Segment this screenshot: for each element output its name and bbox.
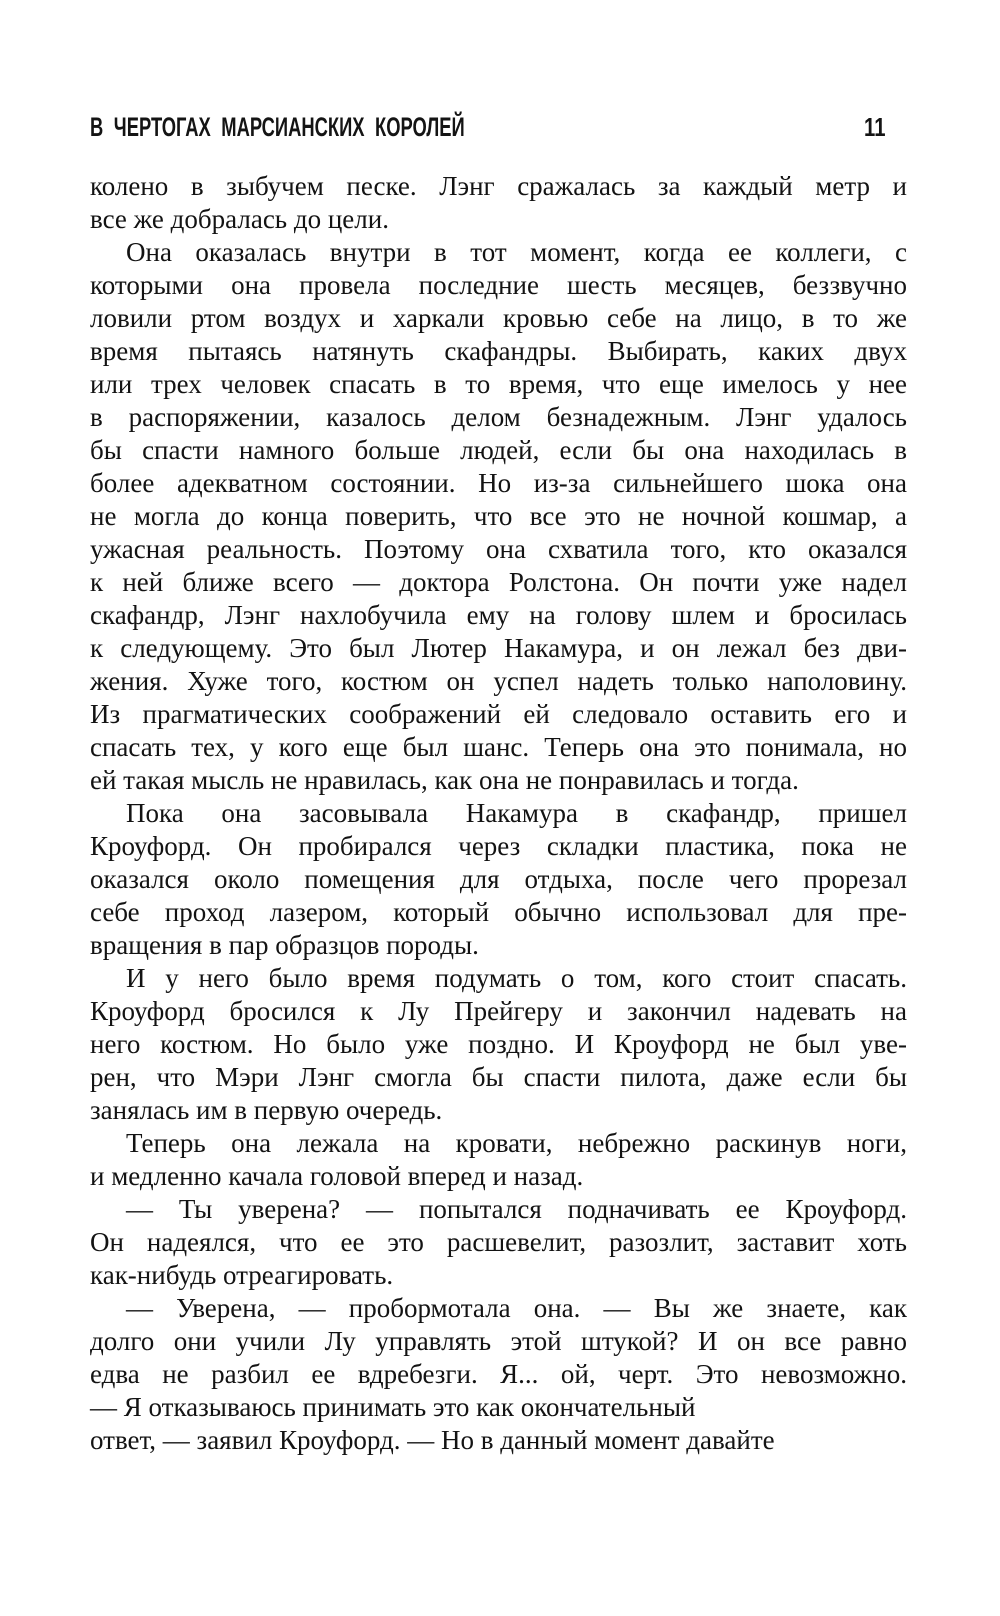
text-line: скафандр, Лэнг нахлобучила ему на голову шлем и бросилась — [90, 600, 907, 630]
paragraph — [90, 170, 907, 236]
text-line: Пока она засовывала Накамура в скафандр, пришел — [126, 798, 907, 828]
page-number: 11 — [863, 112, 885, 142]
paragraph — [90, 1424, 907, 1457]
text-line: ловили ртом воздух и харкали кровью себе на лицо, в то же — [90, 303, 907, 333]
text-line: занялась им в первую очередь. — [90, 1095, 443, 1125]
text-line: Из прагматических соображений ей следовало оставить его и — [90, 699, 907, 729]
text-line: И у него было время подумать о том, кого стоит спасать. — [126, 963, 907, 993]
text-line: которыми она провела последние шесть месяцев, беззвучно — [90, 270, 907, 300]
text-line: как-нибудь отреагировать. — [90, 1260, 394, 1290]
text-line: к ней ближе всего — доктора Ролстона. Он почти уже надел — [90, 567, 907, 597]
paragraph — [90, 1127, 907, 1193]
text-line: Теперь она лежала на кровати, небрежно раскинув ноги, — [126, 1128, 907, 1158]
text-line: него костюм. Но было уже поздно. И Кроуфорд не был уве- — [90, 1029, 907, 1059]
text-line: Кроуфорд бросился к Лу Прейгеру и закончил надевать на — [90, 996, 907, 1026]
text-line: — Уверена, — пробормотала она. — Вы же знаете, как — [126, 1293, 907, 1323]
text-line: более адекватном состоянии. Но из-за сильнейшего шока она — [90, 468, 907, 498]
text-line: колено в зыбучем песке. Лэнг сражалась за каждый метр и — [90, 171, 907, 201]
text-line: — Я отказываюсь принимать это как окончательный — [90, 1392, 696, 1422]
text-line: вращения в пар образцов породы. — [90, 930, 479, 960]
paragraph — [90, 236, 907, 797]
text-line: или трех человек спасать в то время, что еще имелось у нее — [90, 369, 907, 399]
text-line: к следующему. Это был Лютер Накамура, и он лежал без дви- — [90, 633, 907, 663]
text-line: время пытаясь натянуть скафандры. Выбирать, каких двух — [90, 336, 907, 366]
paragraph — [90, 797, 907, 962]
text-line: себе проход лазером, который обычно использовал для пре- — [90, 897, 907, 927]
text-line: — Ты уверена? — попытался подначивать ее Кроуфорд. — [126, 1194, 907, 1224]
text-line: ей такая мысль не нравилась, как она не понравилась и тогда. — [90, 765, 799, 795]
paragraph — [90, 962, 907, 1127]
text-line: едва не разбил ее вдребезги. Я... ой, черт. Это невозможно. — [90, 1359, 907, 1389]
text-line: бы спасти намного больше людей, если бы она находилась в — [90, 435, 907, 465]
text-line: ужасная реальность. Поэтому она схватила того, кто оказался — [90, 534, 907, 564]
text-line: все же добралась до цели. — [90, 204, 389, 234]
text-line: жения. Хуже того, костюм он успел надеть только наполовину. — [90, 666, 907, 696]
text-line: ответ, — заявил Кроуфорд. — Но в данный момент давайте — [90, 1425, 775, 1455]
text-line: спасать тех, у кого еще был шанс. Теперь она это понимала, но — [90, 732, 907, 762]
text-line: оказался около помещения для отдыха, после чего прорезал — [90, 864, 907, 894]
text-line: Кроуфорд. Он пробирался через складки пластика, пока не — [90, 831, 907, 861]
text-line: не могла до конца поверить, что все это не ночной кошмар, а — [90, 501, 907, 531]
text-line: и медленно качала головой вперед и назад. — [90, 1161, 584, 1191]
text-line: Она оказалась внутри в тот момент, когда ее коллеги, с — [126, 237, 907, 267]
page-body — [90, 170, 907, 1457]
paragraph — [90, 1193, 907, 1292]
text-line: долго они учили Лу управлять этой штукой? И он все равно — [90, 1326, 907, 1356]
paragraph — [90, 1292, 907, 1424]
page-header — [90, 112, 907, 142]
text-line: в распоряжении, казалось делом безнадежным. Лэнг удалось — [90, 402, 907, 432]
text-line: рен, что Мэри Лэнг смогла бы спасти пилота, даже если бы — [90, 1062, 907, 1092]
text-line: Он надеялся, что ее это расшевелит, разозлит, заставит хоть — [90, 1227, 907, 1257]
running-title: В ЧЕРТОГАХ МАРСИАНСКИХ КОРОЛЕЙ — [90, 112, 465, 142]
